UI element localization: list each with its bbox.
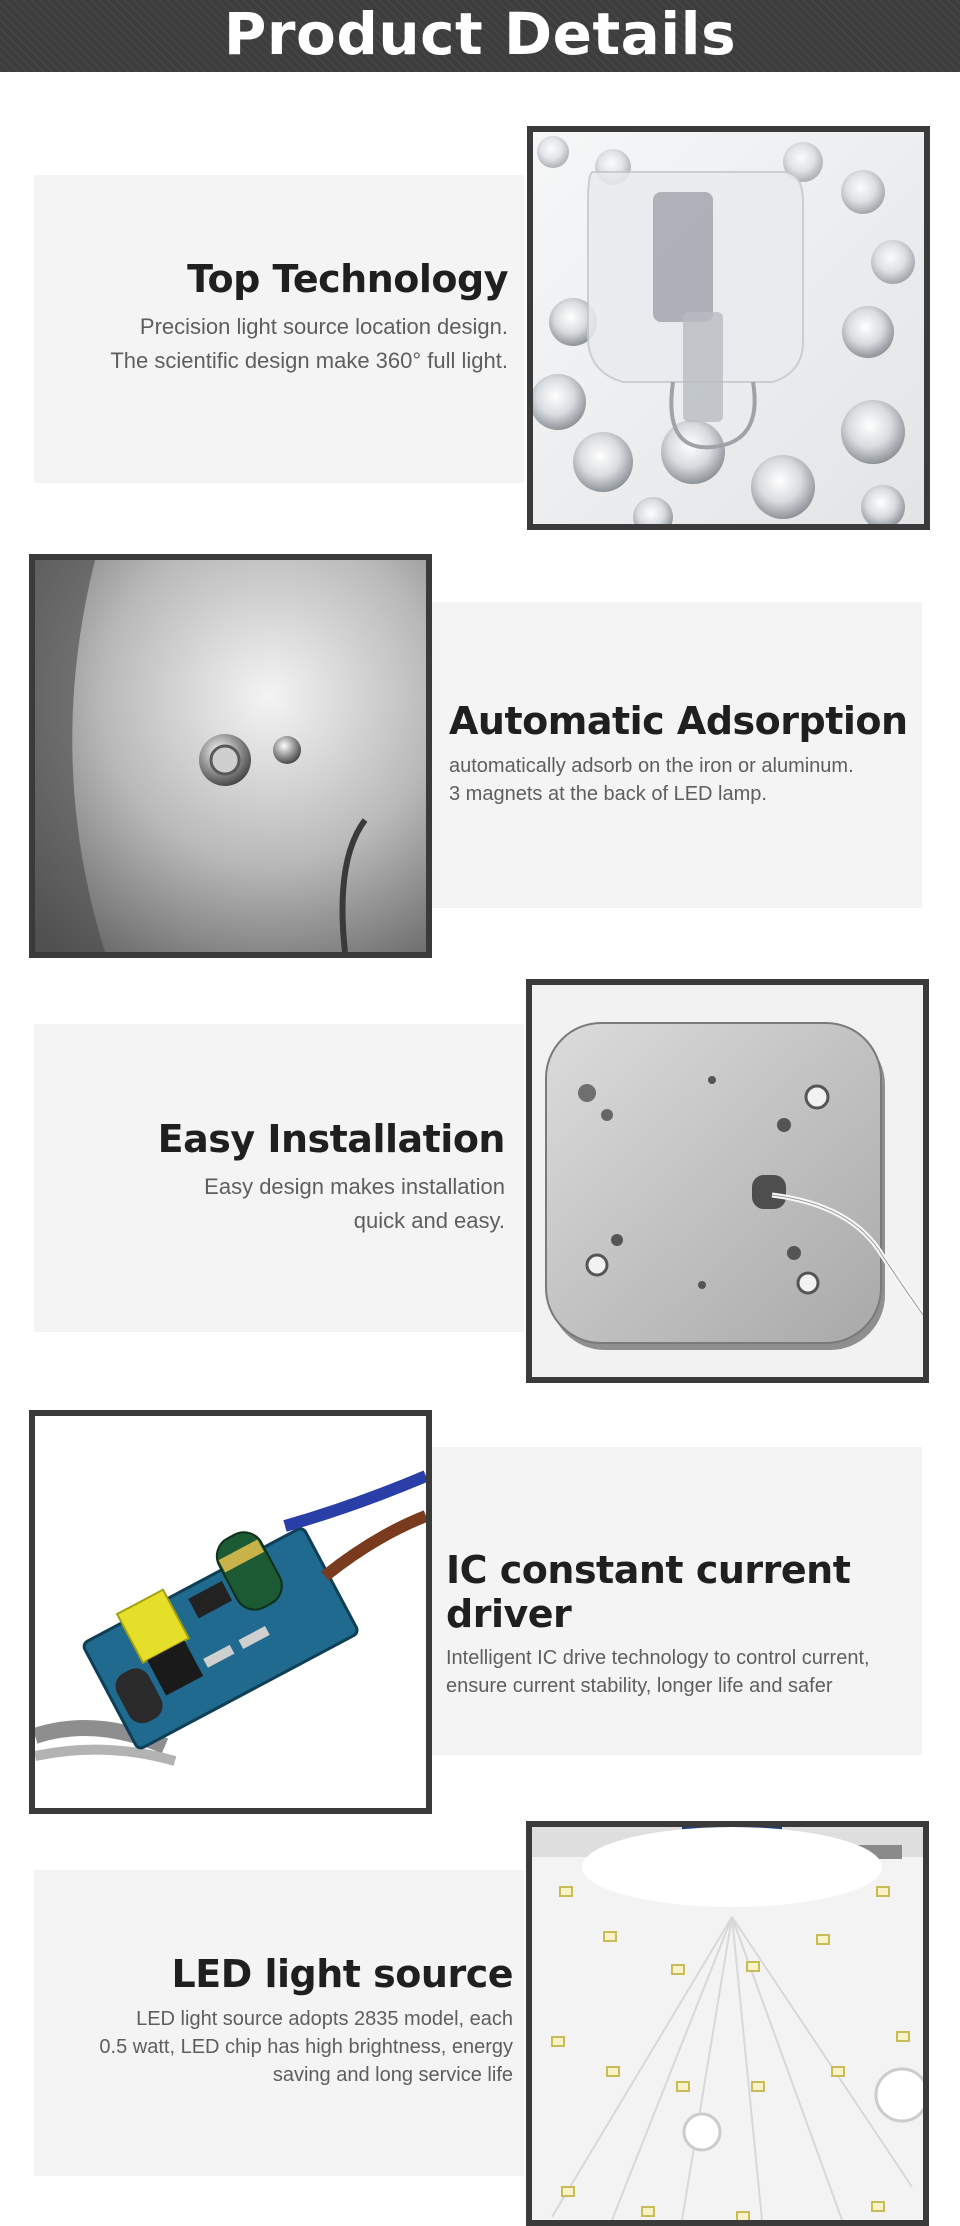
page-title: Product Details xyxy=(223,0,737,68)
section-description-line: automatically adsorb on the iron or aluminum. xyxy=(449,754,854,777)
section-description-line: 0.5 watt, LED chip has high brightness, energy xyxy=(99,2035,513,2058)
section-title: Easy Installation xyxy=(157,1117,505,1161)
section-description-line: The scientific design make 360° full light. xyxy=(110,347,508,373)
mounting-plate-photo xyxy=(526,979,929,1383)
led-board-photo xyxy=(526,1821,929,2226)
section-description-line: Intelligent IC drive technology to control current, xyxy=(446,1647,870,1670)
section-description-line: ensure current stability, longer life and safer xyxy=(446,1675,833,1698)
section-description-line: 3 magnets at the back of LED lamp. xyxy=(449,782,767,805)
section-easy-installation-text xyxy=(5,1118,505,1238)
driver-board-photo xyxy=(29,1410,432,1814)
section-top-technology-text xyxy=(0,258,508,378)
section-description-line: LED light source adopts 2835 model, each xyxy=(136,2007,513,2030)
section-title: Top Technology xyxy=(187,257,508,301)
section-description-line: Easy design makes installation xyxy=(204,1173,505,1199)
section-led-light-source-text xyxy=(13,1953,513,2089)
section-automatic-adsorption-text xyxy=(449,700,919,808)
section-title: Automatic Adsorption xyxy=(449,699,908,743)
section-title: IC constant current driver xyxy=(446,1548,851,1636)
section-description-line: quick and easy. xyxy=(353,1207,505,1233)
section-description-line: Precision light source location design. xyxy=(139,313,508,339)
magnet-photo xyxy=(29,554,432,958)
section-title: LED light source xyxy=(171,1952,513,1996)
lens-module-photo xyxy=(527,126,930,530)
section-ic-driver-text xyxy=(446,1549,926,1700)
section-description-line: saving and long service life xyxy=(272,2063,513,2086)
page-header xyxy=(0,0,960,72)
